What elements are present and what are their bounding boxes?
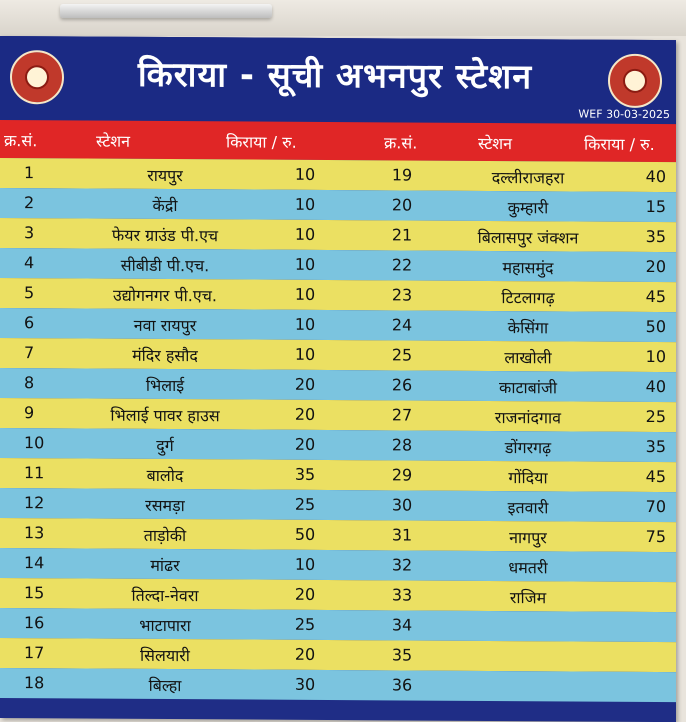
serial-left-cell: 4 <box>24 253 34 272</box>
table-row <box>0 608 676 642</box>
table-row <box>0 458 676 492</box>
serial-left-cell: 17 <box>24 643 44 662</box>
station-right-cell <box>458 646 598 647</box>
station-left-cell: केंद्री <box>90 194 240 217</box>
indian-railways-logo-icon <box>608 54 662 108</box>
station-left-cell: नवा रायपुर <box>90 314 240 337</box>
fare-right-cell: 15 <box>620 197 666 216</box>
station-right-cell: नागपुर <box>458 526 598 549</box>
station-left-cell: ताड़ोकी <box>90 524 240 547</box>
serial-right-cell: 25 <box>382 345 422 364</box>
board-title: किराया - सूची अभनपुर स्टेशन <box>70 46 600 105</box>
fare-left-cell: 20 <box>280 375 330 394</box>
table-row <box>0 248 676 282</box>
serial-left-cell: 6 <box>24 313 34 332</box>
fare-left-cell: 25 <box>280 495 330 514</box>
table-row <box>0 638 676 672</box>
station-left-cell: रायपुर <box>90 164 240 187</box>
fare-right-cell: 20 <box>620 257 666 276</box>
serial-right-cell: 29 <box>382 465 422 484</box>
fare-right-cell: 40 <box>620 377 666 396</box>
fare-left-cell: 20 <box>280 645 330 664</box>
serial-right-cell: 35 <box>382 645 422 664</box>
fare-left-cell: 10 <box>280 225 330 244</box>
station-right-cell: राजिम <box>458 586 598 609</box>
serial-left-cell: 2 <box>24 193 34 212</box>
header-station-left: स्टेशन <box>96 130 130 152</box>
fare-left-cell: 20 <box>280 435 330 454</box>
serial-right-cell: 31 <box>382 525 422 544</box>
serial-right-cell: 28 <box>382 435 422 454</box>
serial-right-cell: 36 <box>382 675 422 694</box>
table-row <box>0 488 676 522</box>
serial-left-cell: 5 <box>24 283 34 302</box>
table-row <box>0 548 676 582</box>
serial-left-cell: 7 <box>24 343 34 362</box>
serial-left-cell: 13 <box>24 523 44 542</box>
table-row <box>0 158 676 192</box>
station-right-cell: लाखोली <box>458 346 598 369</box>
table-row <box>0 188 676 222</box>
station-right-cell <box>458 616 598 617</box>
fare-right-cell: 50 <box>620 317 666 336</box>
serial-right-cell: 30 <box>382 495 422 514</box>
wall-fixture <box>60 4 272 18</box>
serial-left-cell: 15 <box>24 583 44 602</box>
header-fare-left: किराया / रु. <box>226 130 297 152</box>
fare-left-cell: 10 <box>280 285 330 304</box>
fare-left-cell: 50 <box>280 525 330 544</box>
fare-right-cell: 10 <box>620 347 666 366</box>
fare-right-cell: 45 <box>620 287 666 306</box>
fare-left-cell: 20 <box>280 585 330 604</box>
serial-right-cell: 21 <box>382 225 422 244</box>
table-row <box>0 668 676 702</box>
fare-right-cell: 35 <box>620 437 666 456</box>
fare-left-cell: 10 <box>280 555 330 574</box>
fare-right-cell: 40 <box>620 167 666 186</box>
station-right-cell: डोंगरगढ़ <box>458 436 598 459</box>
effective-date: WEF 30-03-2025 <box>578 108 670 122</box>
table-row <box>0 398 676 432</box>
station-left-cell: रसमड़ा <box>90 494 240 517</box>
serial-left-cell: 9 <box>24 403 34 422</box>
fare-table <box>0 158 676 702</box>
title-bar <box>0 36 676 124</box>
fare-left-cell: 10 <box>280 315 330 334</box>
serial-left-cell: 10 <box>24 433 44 452</box>
serial-left-cell: 16 <box>24 613 44 632</box>
fare-left-cell: 30 <box>280 675 330 694</box>
station-left-cell: दुर्ग <box>90 434 240 457</box>
serial-right-cell: 33 <box>382 585 422 604</box>
serial-right-cell: 20 <box>382 195 422 214</box>
serial-right-cell: 27 <box>382 405 422 424</box>
serial-right-cell: 26 <box>382 375 422 394</box>
station-right-cell: दल्लीराजहरा <box>458 166 598 189</box>
station-left-cell: तिल्दा-नेवरा <box>90 584 240 607</box>
station-left-cell: मांढर <box>90 554 240 577</box>
fare-left-cell: 20 <box>280 405 330 424</box>
fare-left-cell: 10 <box>280 165 330 184</box>
fare-left-cell: 10 <box>280 345 330 364</box>
station-right-cell: कुम्हारी <box>458 196 598 219</box>
station-right-cell: इतवारी <box>458 496 598 519</box>
station-left-cell: भिलाई पावर हाउस <box>90 404 240 427</box>
station-right-cell: केसिंगा <box>458 316 598 339</box>
fare-board <box>0 36 676 722</box>
table-row <box>0 368 676 402</box>
serial-left-cell: 14 <box>24 553 44 572</box>
station-right-cell: राजनांदगाव <box>458 406 598 429</box>
serial-left-cell: 3 <box>24 223 34 242</box>
station-right-cell: धमतरी <box>458 556 598 579</box>
table-row <box>0 278 676 312</box>
fare-right-cell: 75 <box>620 527 666 546</box>
table-row <box>0 308 676 342</box>
serial-right-cell: 23 <box>382 285 422 304</box>
indian-railways-logo-icon <box>10 50 64 104</box>
table-row <box>0 338 676 372</box>
table-row <box>0 578 676 612</box>
table-header <box>0 120 676 162</box>
station-left-cell: भिलाई <box>90 374 240 397</box>
station-right-cell <box>458 676 598 677</box>
station-left-cell: बालोद <box>90 464 240 487</box>
serial-right-cell: 24 <box>382 315 422 334</box>
fare-left-cell: 10 <box>280 195 330 214</box>
serial-left-cell: 18 <box>24 673 44 692</box>
fare-right-cell: 35 <box>620 227 666 246</box>
station-right-cell: महासमुंद <box>458 256 598 279</box>
serial-left-cell: 12 <box>24 493 44 512</box>
station-left-cell: फेयर ग्राउंड पी.एच <box>90 224 240 247</box>
fare-left-cell: 10 <box>280 255 330 274</box>
serial-right-cell: 22 <box>382 255 422 274</box>
fare-right-cell: 25 <box>620 407 666 426</box>
fare-left-cell: 25 <box>280 615 330 634</box>
header-serial-left: क्र.सं. <box>4 129 37 151</box>
serial-right-cell: 19 <box>382 165 422 184</box>
station-right-cell: गोंदिया <box>458 466 598 489</box>
station-left-cell: सिलयारी <box>90 644 240 667</box>
station-right-cell: काटाबांजी <box>458 376 598 399</box>
header-fare-right: किराया / रु. <box>584 133 655 155</box>
header-station-right: स्टेशन <box>478 132 512 154</box>
serial-left-cell: 8 <box>24 373 34 392</box>
serial-right-cell: 32 <box>382 555 422 574</box>
station-left-cell: भाटापारा <box>90 614 240 637</box>
station-right-cell: टिटलागढ़ <box>458 286 598 309</box>
fare-right-cell: 70 <box>620 497 666 516</box>
serial-left-cell: 1 <box>24 163 34 182</box>
station-left-cell: मंदिर हसौद <box>90 344 240 367</box>
station-left-cell: बिल्हा <box>90 674 240 697</box>
table-row <box>0 518 676 552</box>
table-row <box>0 218 676 252</box>
serial-right-cell: 34 <box>382 615 422 634</box>
header-serial-right: क्र.सं. <box>384 131 417 153</box>
fare-right-cell: 45 <box>620 467 666 486</box>
station-right-cell: बिलासपुर जंक्शन <box>458 226 598 249</box>
station-left-cell: सीबीडी पी.एच. <box>90 254 240 277</box>
station-left-cell: उद्योगनगर पी.एच. <box>90 284 240 307</box>
serial-left-cell: 11 <box>24 463 44 482</box>
table-row <box>0 428 676 462</box>
fare-left-cell: 35 <box>280 465 330 484</box>
